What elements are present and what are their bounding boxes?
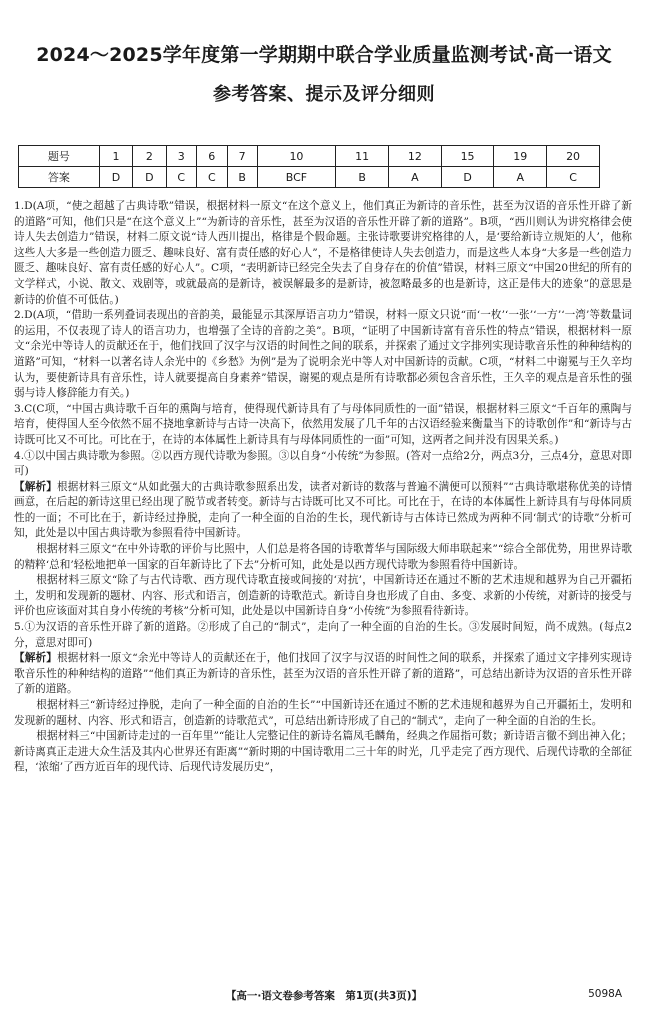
answer-cell: A <box>388 167 441 188</box>
answer-cell: D <box>441 167 494 188</box>
answer-5-analysis-paragraph: 根据材料三“新诗经过挣脱，走向了一种全面的自治的生长”“中国新诗还在通过不断的艺术违规和越界为自己开疆拓土，发明和发现新的题材、内容、形式和语言，创造新的诗歌范式”，可总结出新诗形成了自己的“制式”，走向了一种全面的自治的生长。 <box>14 699 632 727</box>
question-number: 3 <box>166 146 197 167</box>
row-label-answer: 答案 <box>19 167 100 188</box>
analysis-text: 根据材料一原文“余光中等诗人的贡献还在于，他们找回了汉字与汉语的时间性之间的联系，并探索了通过文字排列实现诗歌音乐性的种种结构的道路”“他们真正为新诗的音乐性，甚至为汉语的音乐性开辟了新的道路”，可总结出新诗为汉语的音乐性开辟了新的道路。 <box>14 652 633 696</box>
answer-5: 5.①为汉语的音乐性开辟了新的道路。②形成了自己的“制式”，走向了一种全面的自治的生长。③发展时间短，尚不成熟。(每点2分，意思对即可) <box>14 621 632 649</box>
answer-cell: B <box>227 167 257 188</box>
answer-cell: D <box>99 167 132 188</box>
analysis-text: 根据材料三原文“从如此强大的古典诗歌参照系出发，读者对新诗的数落与普遍不满便可以预料”“古典诗歌堪称优美的诗情画意，在后起的新诗这里已经出现了脱节或者转变。新诗与古诗既可比又不可比。可比在于，在诗的本体属性上新诗具有与母体同质性的一面；不可比在于，新诗经过挣脱，走向了一种全面的自治的生长，现代新诗与古体诗已然成为两种不同‘制式’的诗歌”分析可知，此处是以中国古典诗歌为参照看待中国新诗。 <box>14 480 633 540</box>
document-subtitle: 参考答案、提示及评分细则 <box>213 84 435 105</box>
answer-table <box>18 145 600 188</box>
paper-code: 5098A <box>588 988 622 1000</box>
question-number: 2 <box>133 146 166 167</box>
answer-cell: C <box>166 167 197 188</box>
answer-cell: B <box>336 167 389 188</box>
question-number: 11 <box>336 146 389 167</box>
document-title: 2024～2025学年度第一学期期中联合学业质量监测考试·高一语文 <box>36 44 612 66</box>
answer-2-explanation: 2.D(A项，“借助一系列叠词表现出的音韵美，最能显示其深厚语言功力”错误，材料一原文只说“而‘一枚’‘一张’‘一方’‘一湾’等数量词的运用，不仅表现了诗人的语言功力，也增强了全诗的音韵之美”。B项，“证明了中国新诗富有音乐性的特点”错误，根据材料一原文“余光中等诗人的贡献还在于，他们找回了汉字与汉语的时间性之间的联系，并探索了通过文字排列实现诗歌音乐性的种种结构的道路”可知，“材料一以著名诗人余光中的《乡愁》为例”是为了说明余光中等人对中国新诗的贡献。C项，“材料二中谢冕与王久辛均认为，要使新诗具有音乐性，诗人就要提高自身素养”错误，谢冕的观点是所有诗歌都必须包含音乐性，王久辛的观点是音乐性的强弱与诗人修辞能力有关。) <box>14 309 632 400</box>
question-number: 19 <box>494 146 547 167</box>
answer-table-answer-row <box>19 167 600 188</box>
question-number: 20 <box>547 146 600 167</box>
answer-explanations <box>14 199 632 776</box>
question-number: 15 <box>441 146 494 167</box>
answer-cell: C <box>547 167 600 188</box>
answer-cell: D <box>133 167 166 188</box>
answer-4-analysis-paragraph: 根据材料三原文“除了与古代诗歌、西方现代诗歌直接或间接的‘对抗’，中国新诗还在通过不断的艺术违规和越界为自己开疆拓土，发明和发现新的题材、内容、形式和语言，创造新的诗歌范式。新诗自身也形成了自由、多变、求新的小传统，对新诗的接受与评价也应该面对其自身小传统的考核”分析可知，此处是以中国新诗自身“小传统”为参照看待新诗。 <box>14 574 632 618</box>
analysis-label: 【解析】 <box>14 480 57 493</box>
question-number: 12 <box>388 146 441 167</box>
question-number: 10 <box>257 146 336 167</box>
answer-cell: A <box>494 167 547 188</box>
answer-table-number-row <box>19 146 600 167</box>
answer-4-analysis <box>14 480 632 542</box>
answer-5-analysis <box>14 651 632 698</box>
answer-cell: C <box>197 167 228 188</box>
page-footer: 【高一·语文卷参考答案 第1页(共3页)】 <box>225 990 423 1002</box>
answer-4: 4.①以中国古典诗歌为参照。②以西方现代诗歌为参照。③以自身“小传统”为参照。(答对一点给2分，两点3分，三点4分，意思对即可) <box>14 449 632 478</box>
analysis-label: 【解析】 <box>14 652 57 665</box>
answer-1-explanation: 1.D(A项，“使之超越了古典诗歌”错误，根据材料一原文“在这个意义上，他们真正为新诗的音乐性，甚至为汉语的音乐性开辟了新的道路”可知，他们只是“在这个意义上”“为新诗的音乐性，甚至为汉语的音乐性开辟了新的道路”。B项，“西川则认为讲究格律会使诗人失去创造力”错误，材料二原文说“诗人西川提出，格律是个假命题。主张诗歌要讲究格律的人，是‘要给新诗立规矩的人’，他称这些人大多是一些创造力匮乏、趣味良好、富有责任感的好心人”，不是格律使诗人失去创造力，而是这些人本身“大多是一些创造力匮乏、趣味良好、富有责任感的好心人”。C项，“表明新诗已经完全失去了自身存在的价值”错误，材料三原文“中国20世纪的所有的文学样式，小说、散文、戏剧等，或就最高的是新诗，被误解最多的是新诗，被忽略最多的也是新诗，这正是伟大的迹象”的意思是新诗的价值不可低估。) <box>14 200 632 306</box>
answer-5-analysis-paragraph: 根据材料三“中国新诗走过的一百年里”“能让人完整记住的新诗名篇凤毛麟角，经典之作屈指可数；新诗语言徹不到出神入化；新诗离真正走进大众生活及其内心世界还有距离”“新时期的中国诗歌用二三十年的时光，几乎走完了西方现代、后现代诗歌的全部征程，‘浓缩’了西方近百年的现代诗、后现代诗发展历史”， <box>14 730 632 774</box>
question-number: 6 <box>197 146 228 167</box>
row-label-number: 题号 <box>19 146 100 167</box>
answer-cell: BCF <box>257 167 336 188</box>
answer-3-explanation: 3.C(C项，“中国古典诗歌千百年的熏陶与培育，使得现代新诗具有了与母体同质性的一面”错误，根据材料三原文“千百年的熏陶与培育，使得国人至今依然不屈不挠地拿新诗与古诗一决高下，依然用发展了几千年的古汉语经验来衡量当下的诗歌创作”和“新诗与古诗既可比又不可比。可比在于，在诗的本体属性上新诗具有与母体同质性的一面”可知，这两者之间并没有因果关系。) <box>14 402 632 446</box>
question-number: 1 <box>99 146 132 167</box>
question-number: 7 <box>227 146 257 167</box>
answer-4-analysis-paragraph: 根据材料三原文“在中外诗歌的评价与比照中，人们总是将各国的诗歌菁华与国际级大师串联起来”“综合全部优势，用世界诗歌的精粹‘总和’轻松地把单一国家的百年新诗比了下去”分析可知，此处是以西方现代诗歌为参照看待中国新诗。 <box>14 543 632 571</box>
